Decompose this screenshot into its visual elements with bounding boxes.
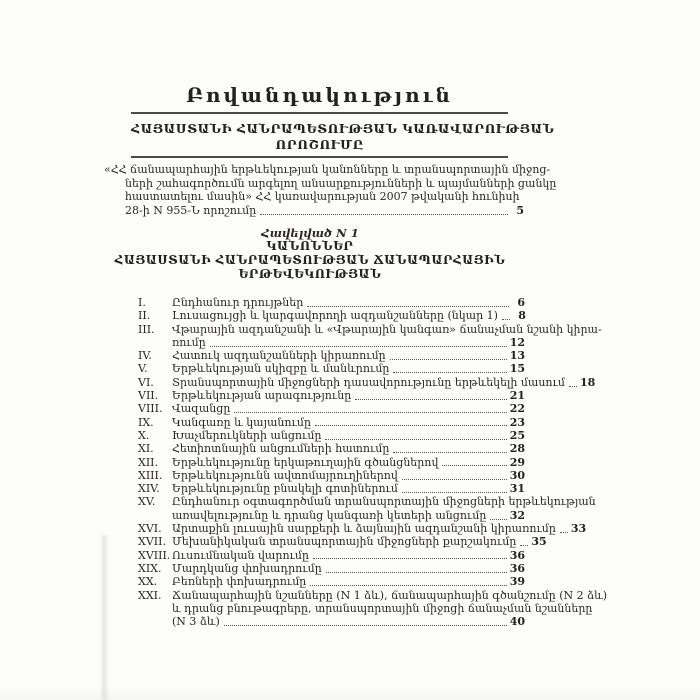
toc-item	[138, 309, 525, 322]
toc-item	[138, 469, 525, 482]
dot-leader	[502, 319, 510, 320]
dot-leader	[490, 519, 506, 520]
toc-item-last-line	[172, 575, 525, 588]
decision-page-number: 5	[516, 203, 524, 217]
toc-item-title: (N 3 ձև)	[172, 615, 220, 629]
toc-item-title: Երթևեկությունը երկաթուղային գծանցներով	[172, 455, 439, 469]
toc-item-last-line	[172, 349, 525, 362]
toc-item-title: Երթևեկությունն ավտոմայրուղիներով	[172, 468, 398, 482]
dot-leader	[560, 532, 568, 533]
dot-leader	[307, 306, 509, 307]
contents-title: Բովանդակություն	[186, 83, 453, 107]
toc-item-line: և դրանց բնութագրերը, տրանսպորտային միջոցի ճանաչման նշանները	[172, 601, 593, 615]
toc-item-title: Արտաքին լուսային սարքերի և ձայնային ազդանշանի կիրառումը	[172, 522, 556, 536]
document-header	[131, 83, 555, 158]
toc-item-title: Երթևեկությունը բնակելի գոտիներում	[172, 482, 399, 496]
toc-item-body	[172, 349, 525, 362]
toc-item-body	[172, 456, 525, 469]
annex-label: Հավելված N 1	[261, 226, 359, 240]
toc-item-number: XVII.	[138, 535, 166, 549]
toc-page-number: 8	[518, 309, 526, 323]
decision-entry-line: «ՀՀ ճանապարհային երթևեկության կանոնները և տրանսպորտային միջոց-	[104, 163, 551, 176]
toc-item-number: I.	[138, 296, 146, 309]
toc-item-last-line	[172, 375, 596, 389]
toc-page-number: 28	[509, 442, 525, 456]
toc-item-number: XIX.	[138, 561, 162, 575]
header-rule-top	[131, 112, 508, 114]
toc-page-number: 25	[509, 428, 525, 442]
toc-item-last-line	[172, 615, 525, 628]
toc-item-title: Ընդհանուր դրույթներ	[172, 296, 304, 309]
toc-item-last-line	[172, 309, 525, 322]
toc-item	[138, 575, 525, 588]
toc-item-last-line	[172, 389, 525, 402]
toc-item-line: Վթարային ազդանշանի և «Վթարային կանգառ» ճանաչման նշանի կիրա-	[172, 322, 602, 336]
annex-heading	[104, 226, 516, 281]
toc-item-body	[172, 575, 525, 588]
toc-page-number: 13	[509, 349, 525, 363]
toc-item-number: XVIII.	[138, 548, 171, 562]
toc-item-last-line	[172, 429, 525, 442]
annex-title-line-3: ԵՐԹԵՎԵԿՈՒԹՅԱՆ	[238, 266, 382, 281]
toc-item-body	[172, 522, 587, 536]
toc-item-last-line	[172, 562, 525, 575]
toc-item-title: Հատուկ ազդանշանների կիրառումը	[172, 349, 386, 363]
toc-item-body	[172, 296, 525, 309]
page-edge-shadow	[100, 535, 109, 700]
toc-item	[138, 549, 525, 562]
toc-item-last-line	[172, 522, 587, 536]
toc-item	[138, 375, 596, 389]
toc-page-number: 23	[509, 415, 525, 429]
toc-item-last-line	[172, 336, 525, 349]
government-decision-heading	[131, 121, 555, 152]
toc-page-number: 39	[509, 575, 525, 589]
dot-leader	[313, 558, 507, 559]
dot-leader	[390, 359, 507, 360]
toc-item-title: Մեխանիկական տրանսպորտային միջոցների քարշակումը	[172, 535, 517, 549]
toc-item	[138, 482, 525, 495]
toc-item-number: IX.	[138, 415, 154, 429]
toc-item-last-line	[172, 469, 525, 482]
toc-item-title: Լուսացույցի և կարգավորողի ազդանշանները (նկար 1)	[172, 309, 498, 323]
dot-leader	[325, 439, 506, 440]
toc-item-title: առավելությունը և դրանց կանգառի կետերի անցումը	[172, 508, 487, 522]
toc-page-number: 29	[509, 455, 525, 469]
toc-page-number: 15	[509, 362, 525, 376]
toc-page-number: 33	[570, 522, 587, 536]
toc-page-number: 35	[531, 535, 547, 549]
toc-item-title: Երթևեկության սկիզբը և մանևրումը	[172, 362, 390, 376]
toc-item-number: V.	[138, 362, 148, 376]
toc-item	[138, 389, 525, 402]
toc-item-number: XVI.	[138, 522, 162, 536]
dot-leader	[402, 492, 507, 493]
dot-leader	[442, 465, 506, 466]
toc-item-title: Վազանցը	[172, 402, 231, 416]
toc-item	[138, 442, 525, 455]
dot-leader	[402, 479, 507, 480]
toc-page-number: 36	[509, 548, 525, 562]
toc-item-number: III.	[138, 322, 155, 336]
toc-item	[138, 416, 525, 429]
toc-item-body	[172, 588, 608, 629]
decision-entry-line: ների շահագործումն արգելող անսարքությունների և պայմանների ցանկը	[125, 176, 557, 190]
toc-item-last-line	[172, 456, 525, 469]
toc-item-body	[172, 322, 602, 350]
toc-item	[138, 322, 602, 350]
toc-item-body	[172, 549, 525, 562]
decision-entry-text: 28-ի N 955-Ն որոշումը	[125, 203, 257, 217]
toc-item-line: Ընդհանուր օգտագործման տրանսպորտային միջոցների երթևեկության	[172, 495, 596, 509]
dot-leader	[234, 412, 506, 413]
toc-item-number: XIV.	[138, 482, 160, 496]
gov-heading-line-1: ՀԱՅԱՍՏԱՆԻ ՀԱՆՐԱՊԵՏՈՒԹՅԱՆ ԿԱՌԱՎԱՐՈՒԹՅԱՆ	[131, 121, 555, 136]
gov-heading-line-2: ՈՐՈՇՈՒՄԸ	[275, 136, 364, 152]
toc-item	[138, 362, 525, 375]
toc-page-number: 12	[509, 335, 525, 349]
dot-leader	[393, 452, 506, 453]
annex-title-line-2: ՀԱՅԱՍՏԱՆԻ ՀԱՆՐԱՊԵՏՈՒԹՅԱՆ ՃԱՆԱՊԱՐՀԱՅԻՆ	[114, 252, 506, 267]
toc-item-title: Հետիոտնային անցումների հատումը	[172, 442, 390, 456]
dot-leader	[569, 386, 577, 387]
toc-item-title: Խաչմերուկների անցումը	[172, 428, 322, 442]
toc-item-body	[172, 416, 525, 429]
toc-item	[138, 296, 525, 309]
toc-page-number: 31	[509, 482, 525, 496]
toc-page-number: 32	[509, 508, 525, 522]
toc-page-number: 30	[509, 468, 525, 482]
toc-item-number: X.	[138, 428, 150, 442]
dot-leader	[326, 572, 507, 573]
toc-item-title: Երթևեկության արագությունը	[172, 389, 352, 403]
toc-item-body	[172, 495, 596, 522]
toc-item	[138, 522, 587, 536]
toc-item-number: XI.	[138, 442, 154, 456]
decision-entry-line: հաստատելու մասին» ՀՀ կառավարության 2007 թվականի հունիսի	[125, 190, 520, 203]
toc-item	[138, 588, 608, 629]
toc-item-number: XX.	[138, 575, 158, 589]
dot-leader	[315, 425, 507, 426]
toc-item-body	[172, 402, 525, 415]
page-bottom-shadow	[0, 686, 700, 700]
toc-page-number: 36	[509, 561, 525, 575]
toc-item-body	[172, 482, 525, 495]
toc-item-number: II.	[138, 309, 151, 323]
toc-item-last-line	[172, 296, 525, 309]
toc-item-line: Ճանապարհային նշանները (N 1 ձև), ճանապարհային գծանշումը (N 2 ձև)	[172, 588, 608, 602]
toc-item-body	[172, 309, 525, 322]
annex-title-line-1: ԿԱՆՈՆՆԵՐ	[266, 239, 354, 253]
toc-item	[138, 349, 525, 362]
dot-leader	[210, 346, 507, 347]
toc-page-number: 18	[579, 375, 596, 389]
dot-leader	[260, 214, 508, 215]
toc-item-last-line	[172, 416, 525, 429]
toc-item-title: Կանգառը և կայանումը	[172, 415, 311, 429]
toc-item-last-line	[172, 402, 525, 415]
dot-leader	[393, 372, 506, 373]
toc-item	[138, 562, 525, 575]
decision-entry-last-line	[104, 204, 524, 218]
toc-item-body	[172, 562, 525, 575]
toc-item-number: VII.	[138, 389, 159, 403]
toc-item-number: XXI.	[138, 588, 162, 602]
toc-item-body	[172, 535, 547, 549]
toc-item-last-line	[172, 509, 525, 522]
toc-item	[138, 402, 525, 415]
toc-item-title: Մարդկանց փոխադրումը	[172, 561, 322, 575]
toc-item-number: VI.	[138, 375, 154, 389]
toc-item-title: Տրանսպորտային միջոցների դասավորությունը երթևեկելի մասում	[172, 375, 565, 389]
toc-item-body	[172, 362, 525, 375]
toc-page-number: 21	[509, 389, 525, 403]
toc-item-title: Բեռների փոխադրումը	[172, 575, 307, 589]
toc-page-number: 6	[517, 296, 525, 309]
toc-item-number: IV.	[138, 349, 152, 363]
toc-item-body	[172, 469, 525, 482]
toc-page-number: 22	[509, 402, 525, 416]
toc-item-last-line	[172, 535, 547, 549]
toc-item-body	[172, 389, 525, 402]
toc-item-number: XIII.	[138, 468, 163, 482]
toc-item-title: Ուսումնական վարումը	[172, 548, 309, 562]
toc-item	[138, 535, 547, 549]
dot-leader	[355, 399, 506, 400]
dot-leader	[310, 585, 506, 586]
toc-item	[138, 429, 525, 442]
toc-item-last-line	[172, 482, 525, 495]
toc-item-last-line	[172, 442, 525, 455]
toc-item-title: ռումը	[172, 335, 206, 349]
toc-item	[138, 495, 596, 522]
dot-leader	[224, 625, 507, 626]
decision-entry	[104, 163, 557, 217]
toc-item	[138, 456, 525, 469]
toc-page-number: 40	[509, 615, 525, 629]
header-rule-bottom	[131, 156, 508, 158]
toc-item-number: XII.	[138, 455, 159, 469]
toc-item-number: VIII.	[138, 402, 163, 416]
toc-item-body	[172, 442, 525, 455]
toc-item-last-line	[172, 362, 525, 375]
toc-list	[138, 296, 608, 629]
toc-item-body	[172, 375, 596, 389]
toc-item-last-line	[172, 549, 525, 562]
toc-item-body	[172, 429, 525, 442]
dot-leader	[520, 545, 528, 546]
toc-item-number: XV.	[138, 495, 156, 509]
